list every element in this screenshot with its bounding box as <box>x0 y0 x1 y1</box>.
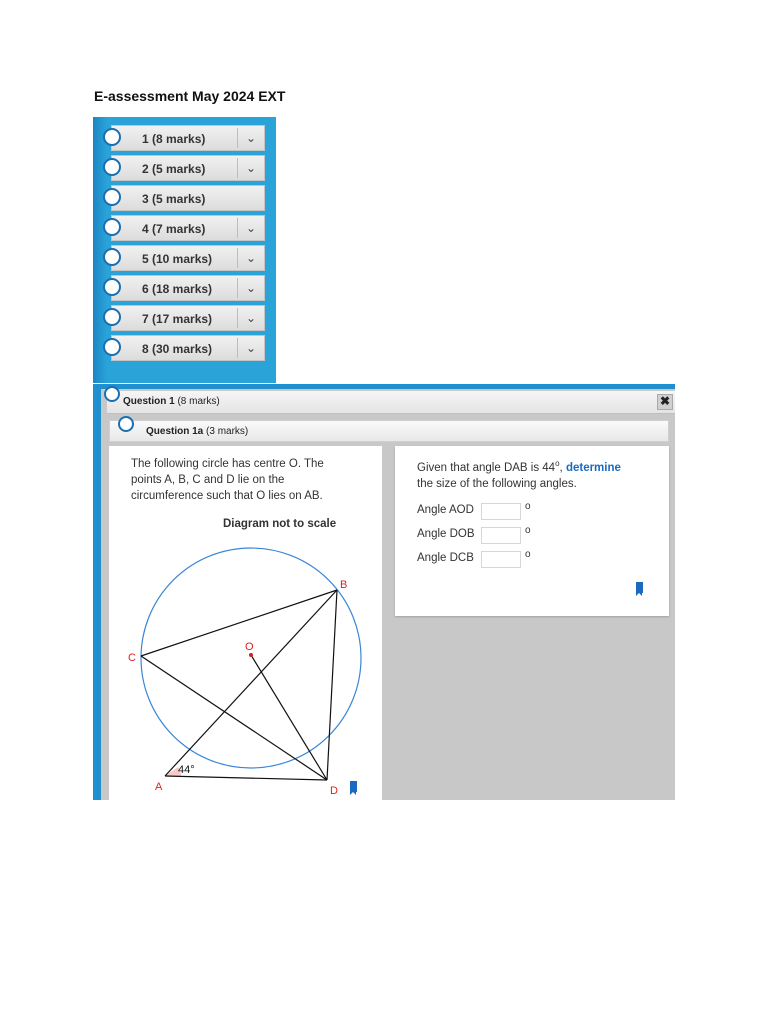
bookmark-icon[interactable] <box>636 582 643 593</box>
status-circle-icon <box>103 188 121 206</box>
line-AB <box>165 590 337 776</box>
circle-diagram <box>109 446 382 800</box>
nav-item-question-4[interactable] <box>111 215 265 241</box>
answer-label-dcb: Angle DCB <box>417 552 474 564</box>
status-circle-icon <box>103 248 121 266</box>
prompt-line: circumference such that O lies on AB. <box>131 490 323 502</box>
question-header <box>107 391 675 414</box>
label-D: D <box>330 785 338 797</box>
nav-item-label: 3 (5 marks) <box>142 192 206 206</box>
instruction-line: the size of the following angles. <box>417 477 577 490</box>
answer-panel <box>395 446 669 616</box>
chevron-down-icon[interactable]: ⌄ <box>237 308 264 328</box>
status-circle-icon <box>103 158 121 176</box>
instruction-text <box>417 456 621 492</box>
answer-label-aod: Angle AOD <box>417 504 474 516</box>
subquestion-title-text: Question 1a <box>146 426 204 437</box>
label-O: O <box>245 641 254 653</box>
question-navigator <box>93 117 276 383</box>
nav-item-label: 2 (5 marks) <box>142 162 206 176</box>
prompt-line: The following circle has centre O. The <box>131 458 324 470</box>
angle-dcb-input[interactable] <box>481 551 521 568</box>
nav-item-question-7[interactable] <box>111 305 265 331</box>
document-title: E-assessment May 2024 EXT <box>94 88 286 104</box>
nav-item-question-3[interactable] <box>111 185 265 211</box>
nav-item-label: 1 (8 marks) <box>142 132 206 146</box>
label-C: C <box>128 652 136 664</box>
subquestion-header <box>109 420 669 442</box>
degree-unit: o <box>525 549 531 560</box>
prompt-line: points A, B, C and D lie on the <box>131 474 285 486</box>
degree-symbol: o <box>555 459 560 468</box>
nav-item-question-8[interactable] <box>111 335 265 361</box>
centre-point <box>249 653 253 657</box>
chevron-down-icon[interactable]: ⌄ <box>237 218 264 238</box>
nav-item-label: 6 (18 marks) <box>142 282 213 296</box>
bookmark-icon[interactable] <box>350 781 357 792</box>
given-text: Given that angle DAB is 44 <box>417 461 556 474</box>
line-CD <box>141 656 327 780</box>
diagram-note: Diagram not to scale <box>223 518 337 530</box>
chevron-down-icon[interactable]: ⌄ <box>237 338 264 358</box>
subquestion-title <box>146 426 248 437</box>
command-word: determine <box>565 461 621 474</box>
given-comma: , <box>559 461 566 474</box>
window-left-bar <box>93 384 101 800</box>
degree-unit: o <box>525 525 531 536</box>
status-circle-icon <box>118 416 134 432</box>
status-circle-icon <box>103 128 121 146</box>
line-BD <box>327 590 337 780</box>
question-window <box>93 384 675 800</box>
chevron-down-icon[interactable]: ⌄ <box>237 278 264 298</box>
question-marks: (8 marks) <box>177 396 220 407</box>
line-AD <box>165 776 327 780</box>
status-circle-icon <box>104 386 120 402</box>
status-circle-icon <box>103 338 121 356</box>
chevron-down-icon[interactable]: ⌄ <box>237 248 264 268</box>
question-prompt-panel <box>109 446 382 800</box>
close-icon[interactable]: ✖ <box>657 394 673 410</box>
instruction-line <box>417 456 621 476</box>
nav-item-label: 4 (7 marks) <box>142 222 206 236</box>
line-CB <box>141 590 337 656</box>
nav-item-question-2[interactable] <box>111 155 265 181</box>
label-A: A <box>155 781 163 793</box>
circle-outline <box>141 548 361 768</box>
nav-item-question-1[interactable] <box>111 125 265 151</box>
nav-item-question-6[interactable] <box>111 275 265 301</box>
nav-item-question-5[interactable] <box>111 245 265 271</box>
label-B: B <box>340 579 348 591</box>
angle-dob-input[interactable] <box>481 527 521 544</box>
angle-label: 44° <box>178 764 195 776</box>
answer-label-dob: Angle DOB <box>417 528 475 540</box>
status-circle-icon <box>103 278 121 296</box>
status-circle-icon <box>103 308 121 326</box>
nav-item-label: 7 (17 marks) <box>142 312 213 326</box>
degree-unit: o <box>525 501 531 512</box>
angle-aod-input[interactable] <box>481 503 521 520</box>
window-top-bar <box>93 384 675 389</box>
question-title-text: Question 1 <box>123 396 175 407</box>
nav-item-label: 8 (30 marks) <box>142 342 213 356</box>
subquestion-marks: (3 marks) <box>206 426 249 437</box>
chevron-down-icon[interactable]: ⌄ <box>237 128 264 148</box>
chevron-down-icon[interactable]: ⌄ <box>237 158 264 178</box>
status-circle-icon <box>103 218 121 236</box>
nav-item-label: 5 (10 marks) <box>142 252 213 266</box>
question-title <box>123 396 220 407</box>
